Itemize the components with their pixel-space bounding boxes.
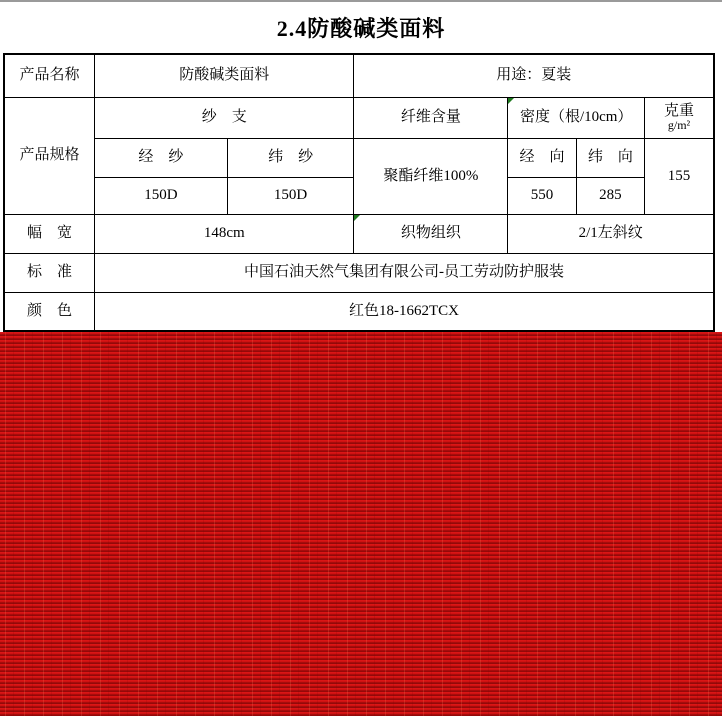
color-value-cell: 红色18-1662TCX <box>95 292 715 331</box>
weave-label-cell <box>354 214 508 253</box>
width-value-cell: 148cm <box>95 214 354 253</box>
warp-density-value-cell: 550 <box>508 177 576 214</box>
table-row <box>4 97 714 138</box>
product-name-label-cell: 产品名称 <box>4 54 95 97</box>
standard-label-cell: 标 准 <box>4 253 95 292</box>
density-header-cell <box>508 97 645 138</box>
weave-value-cell: 2/1左斜纹 <box>508 214 714 253</box>
color-label-cell: 颜 色 <box>4 292 95 331</box>
density-header-label: 密度（根/10cm） <box>519 109 633 126</box>
fiber-content-header-cell: 纤维含量 <box>354 97 508 138</box>
table-row <box>4 292 714 331</box>
product-name-value-cell: 防酸碱类面料 <box>95 54 354 97</box>
red-fabric-swatch-image <box>0 332 722 716</box>
weight-header-label: 克重 <box>664 102 695 119</box>
page-title: 2.4防酸碱类面料 <box>0 2 722 53</box>
standard-value-cell: 中国石油天然气集团有限公司-员工劳动防护服装 <box>95 253 715 292</box>
weight-value-cell: 155 <box>645 138 714 214</box>
fiber-content-value-cell: 聚酯纤维100% <box>354 138 508 214</box>
table-row <box>4 54 714 97</box>
weight-unit-label: g/m² <box>667 118 691 133</box>
weft-density-value-cell: 285 <box>576 177 644 214</box>
warp-density-header-cell: 经 向 <box>508 138 576 177</box>
spec-label-cell: 产品规格 <box>4 97 95 214</box>
weft-yarn-value-cell: 150D <box>227 177 354 214</box>
weave-label: 织物组织 <box>400 225 461 242</box>
usage-cell: 用途：夏装 <box>354 54 714 97</box>
yarn-count-header-cell: 纱 支 <box>95 97 354 138</box>
width-label-cell: 幅 宽 <box>4 214 95 253</box>
weight-header-cell <box>645 97 714 138</box>
table-row <box>4 214 714 253</box>
green-triangle-indicator-icon <box>508 98 514 104</box>
warp-yarn-header-cell: 经 纱 <box>95 138 228 177</box>
warp-yarn-value-cell: 150D <box>95 177 228 214</box>
table-row <box>4 253 714 292</box>
green-triangle-indicator-icon <box>354 215 360 221</box>
weft-density-header-cell: 纬 向 <box>576 138 644 177</box>
table-row <box>4 138 714 177</box>
fabric-spec-table <box>3 53 715 332</box>
weft-yarn-header-cell: 纬 纱 <box>227 138 354 177</box>
